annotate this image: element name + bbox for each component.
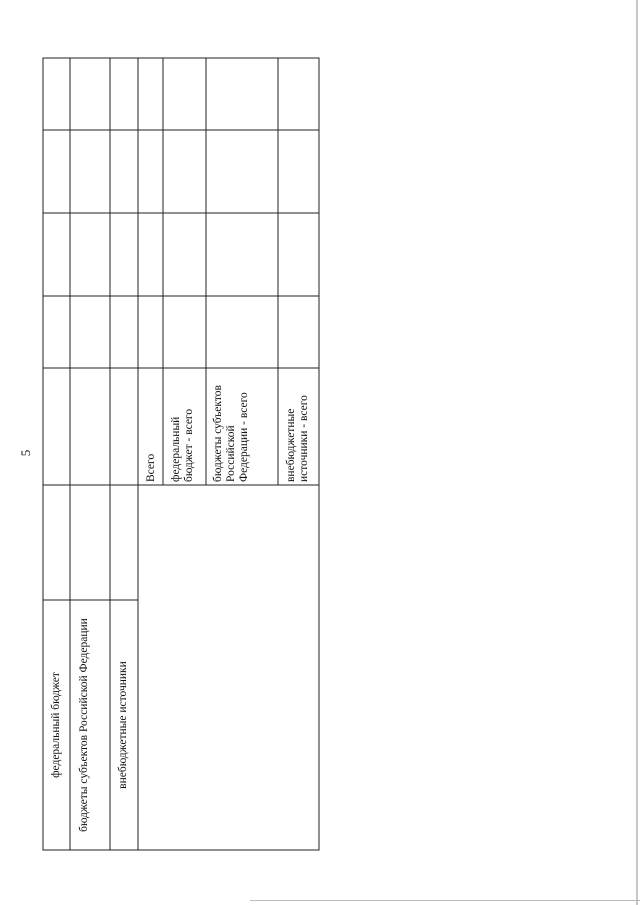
source-regional-label: бюджеты субъектов Российской Федерации [78,618,90,832]
breakdown-federal-total-label: федеральный бюджет - всего [170,408,195,482]
breakdown-extrabudgetary-total-label: внебюджетные источники - всего [285,395,310,482]
source-federal-label: федеральный бюджет [50,672,62,778]
source-extrabudgetary-label: внебюджетные источники [117,661,129,789]
breakdown-regional-total-label: бюджеты субъектов Российской Федерации - всего [212,385,250,482]
breakdown-total-label: Всего [145,453,157,482]
page-number: 5 [18,449,33,457]
